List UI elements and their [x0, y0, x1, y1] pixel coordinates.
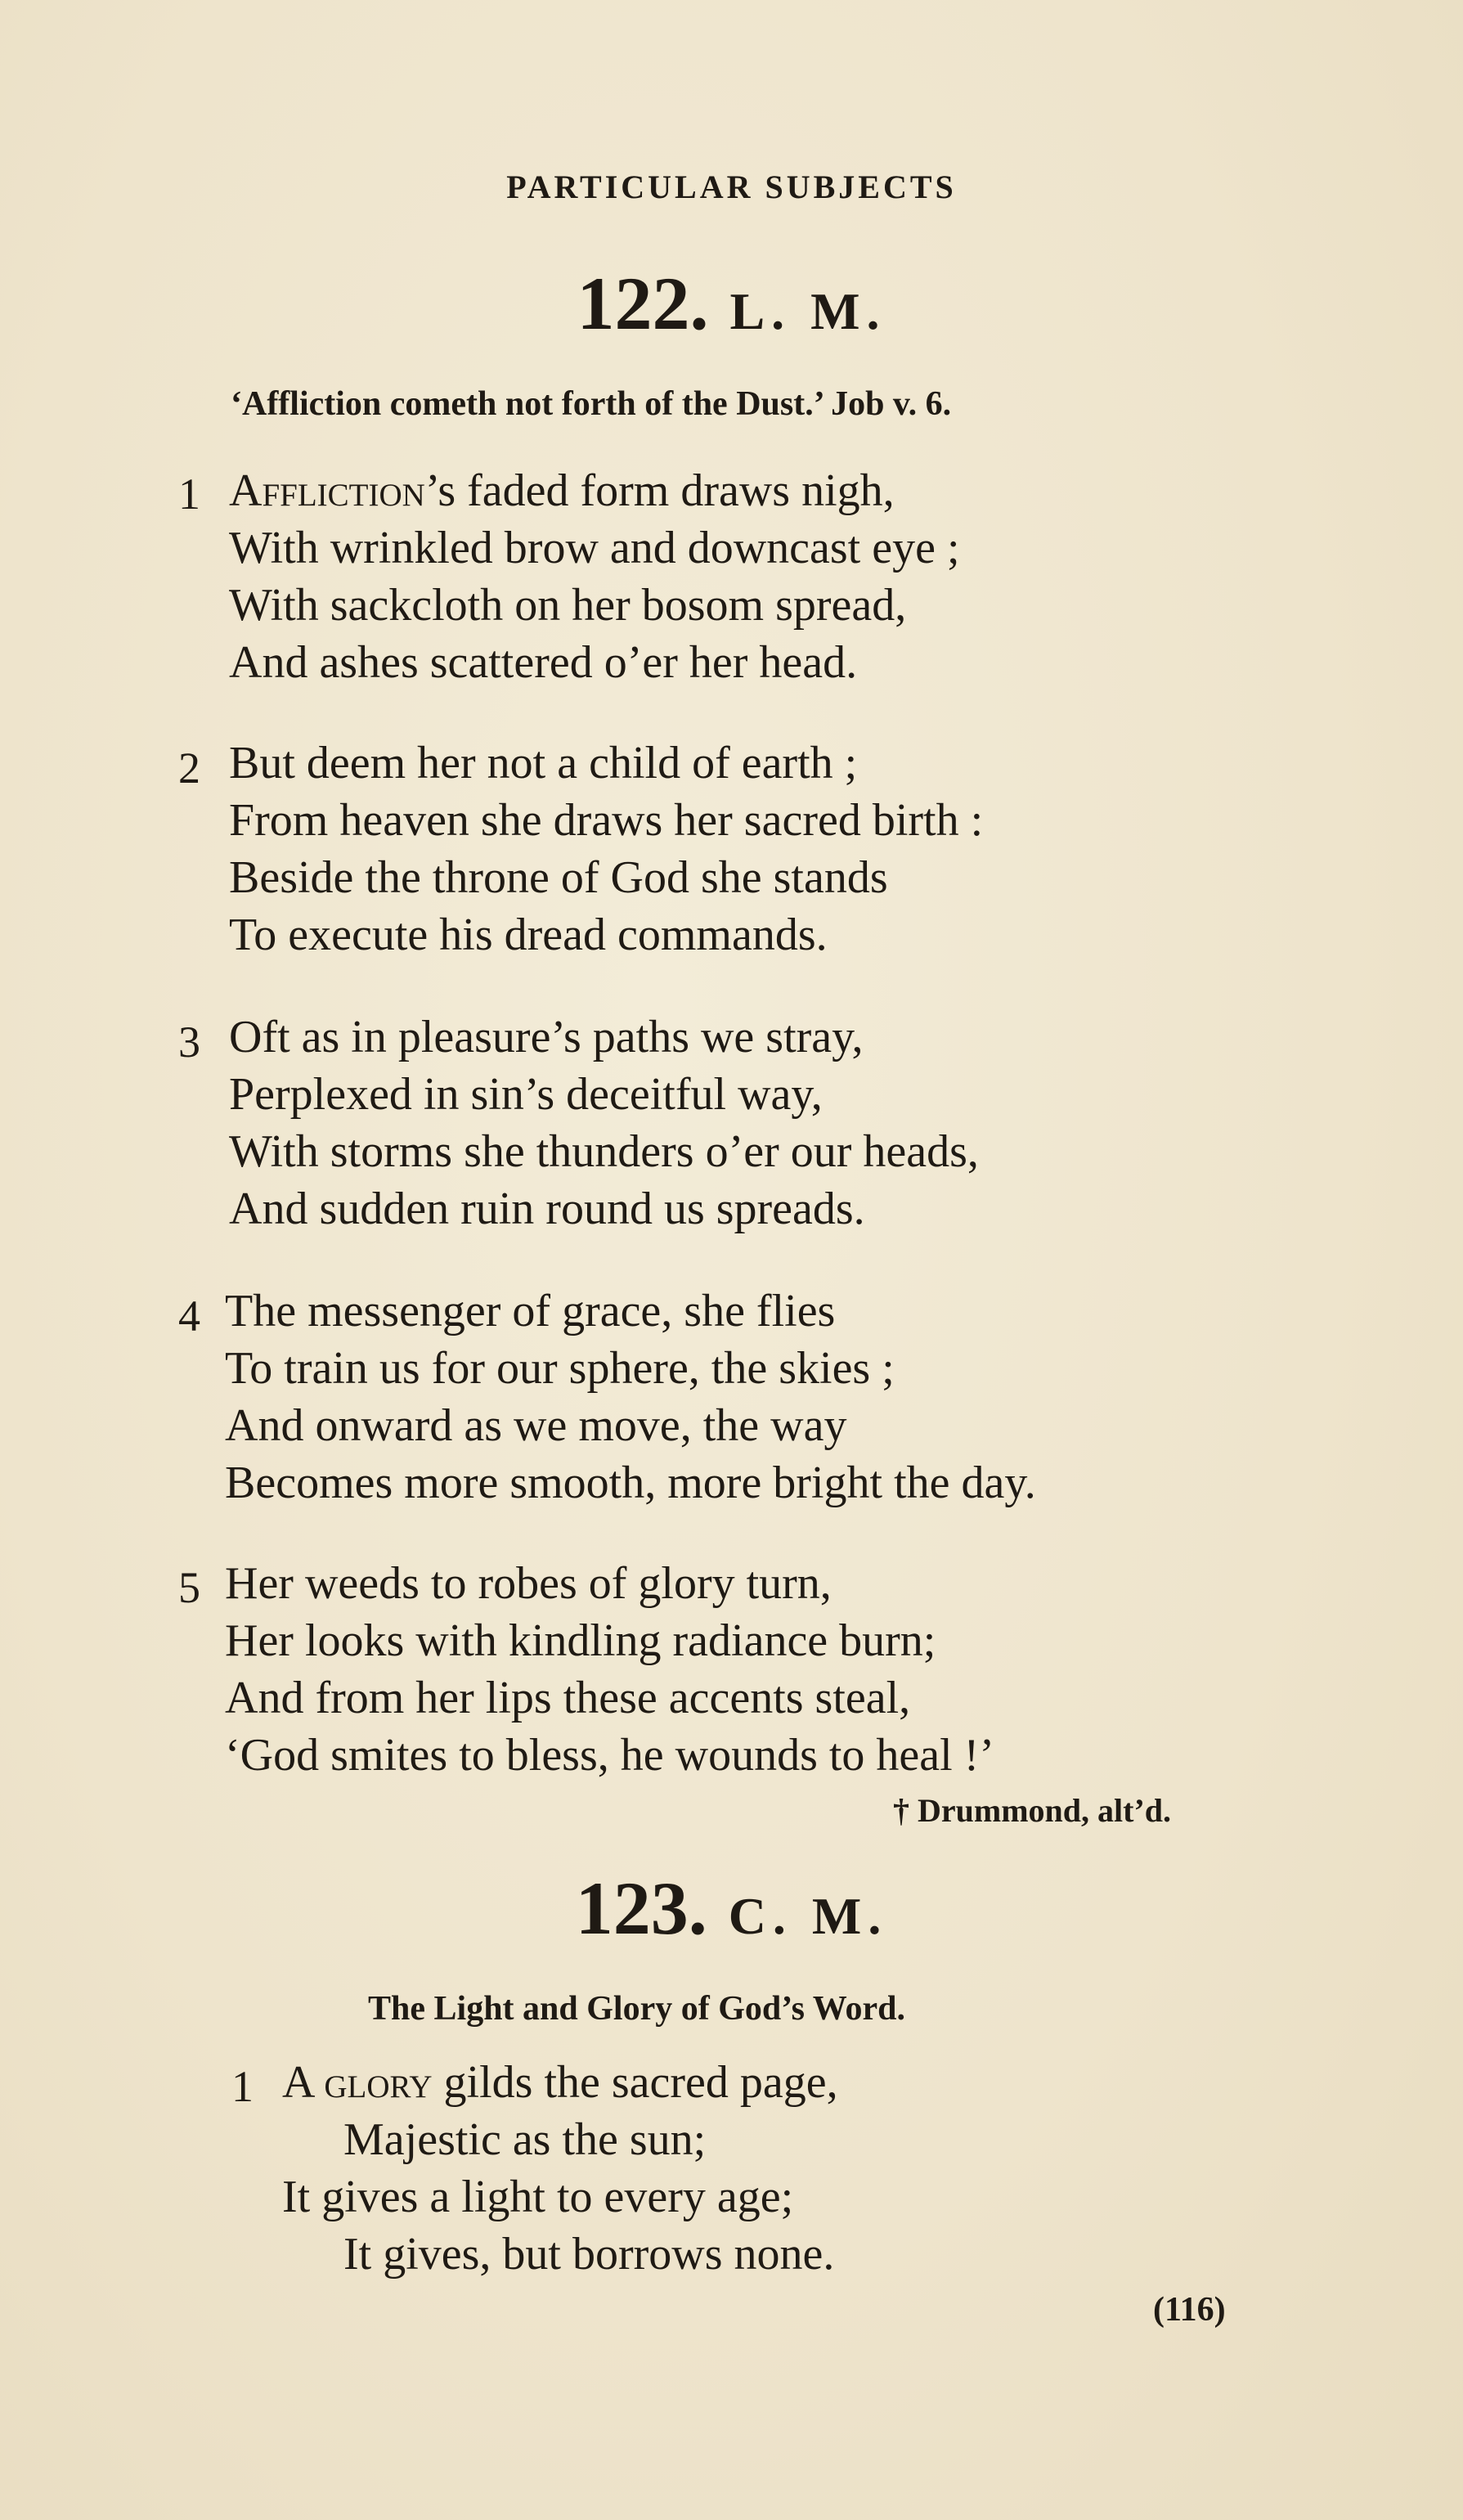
verse-line: Becomes more smooth, more bright the day. [225, 1458, 1036, 1508]
stanza-number: 1 [231, 2062, 254, 2111]
verse-line: And onward as we move, the way [225, 1400, 847, 1451]
verse-line: And from her lips these accents steal, [225, 1673, 911, 1723]
verse-line: The messenger of grace, she flies [225, 1286, 836, 1336]
verse-line: Her weeds to robes of glory turn, [225, 1558, 832, 1609]
hymn-122-meter: L. M. [729, 282, 886, 340]
verse-line: And ashes scattered o’er her head. [229, 637, 858, 688]
hymn-122-number: 122. [577, 262, 709, 345]
verse-line [229, 465, 895, 516]
verse-line [282, 2057, 838, 2108]
hymn-123-number: 123. [575, 1866, 707, 1950]
hymn-123-subtitle: The Light and Glory of God’s Word. [368, 1990, 905, 2028]
stanza-number: 2 [178, 743, 200, 793]
verse-line: Beside the throne of God she stands [229, 852, 888, 903]
stanza-number: 5 [178, 1563, 200, 1612]
verse-line-smallcaps: Affliction [229, 465, 425, 516]
hymn-123-meter: C. M. [728, 1887, 888, 1945]
verse-line-rest: gilds the sacred page, [432, 2057, 838, 2108]
verse-line-smallcaps: glory [324, 2057, 433, 2108]
hymn-123-heading [0, 1865, 1463, 1952]
verse-line: And sudden ruin round us spreads. [229, 1184, 865, 1234]
page-number: (116) [1153, 2291, 1226, 2329]
stanza-number: 1 [178, 469, 200, 519]
verse-line: It gives a light to every age; [282, 2172, 794, 2222]
hymn-122-subtitle: ‘Affliction cometh not forth of the Dust.’ Job v. 6. [231, 385, 952, 423]
stanza-number: 3 [178, 1017, 200, 1067]
hymn-122-heading [0, 260, 1463, 347]
verse-line: To train us for our sphere, the skies ; [225, 1343, 895, 1394]
verse-line-first-word: A [282, 2057, 313, 2108]
verse-line: With wrinkled brow and downcast eye ; [229, 523, 960, 573]
verse-line: With storms she thunders o’er our heads, [229, 1126, 979, 1177]
verse-line: Majestic as the sun; [343, 2114, 707, 2165]
stanza-number: 4 [178, 1291, 200, 1341]
verse-line: It gives, but borrows none. [343, 2229, 835, 2280]
verse-line: Perplexed in sin’s deceitful way, [229, 1069, 823, 1120]
verse-line-rest: ’s faded form draws nigh, [424, 465, 895, 516]
verse-line: To execute his dread commands. [229, 910, 828, 960]
verse-line: ‘God smites to bless, he wounds to heal !’ [225, 1730, 994, 1781]
verse-line: But deem her not a child of earth ; [229, 738, 858, 788]
attribution: † Drummond, alt’d. [893, 1792, 1172, 1829]
verse-line: Her looks with kindling radiance burn; [225, 1615, 936, 1666]
verse-line: Oft as in pleasure’s paths we stray, [229, 1012, 864, 1062]
verse-line: From heaven she draws her sacred birth : [229, 795, 984, 846]
running-head: PARTICULAR SUBJECTS [506, 168, 957, 205]
verse-line: With sackcloth on her bosom spread, [229, 580, 907, 631]
